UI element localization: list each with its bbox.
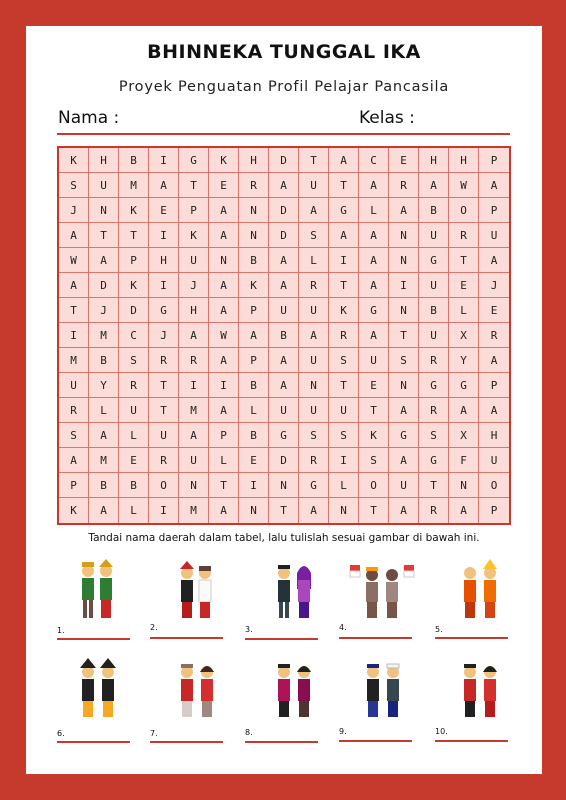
grid-cell[interactable]: U [419,273,449,298]
grid-cell[interactable]: L [329,473,359,498]
grid-cell[interactable]: D [269,198,299,223]
grid-cell[interactable]: A [359,323,389,348]
grid-cell[interactable]: C [359,148,389,173]
grid-cell[interactable]: T [209,473,239,498]
word-search-grid [57,146,511,525]
grid-cell[interactable]: I [59,323,89,348]
grid-cell[interactable]: I [149,148,179,173]
grid-cell[interactable]: I [149,273,179,298]
grid-cell[interactable]: A [359,273,389,298]
grid-cell[interactable]: U [179,448,209,473]
grid-cell[interactable]: A [359,173,389,198]
grid-cell[interactable]: G [269,423,299,448]
grid-cell[interactable]: L [299,248,329,273]
grid-cell[interactable]: R [149,448,179,473]
grid-cell[interactable]: G [449,373,479,398]
grid-cell[interactable]: D [269,148,299,173]
grid-cell[interactable]: R [299,273,329,298]
grid-cell[interactable]: U [389,473,419,498]
grid-cell[interactable]: A [269,348,299,373]
grid-cell[interactable]: I [149,223,179,248]
name-label: Nama : [58,108,120,128]
answer-line-6[interactable] [57,741,130,743]
grid-cell[interactable]: S [59,173,89,198]
grid-cell[interactable]: S [299,423,329,448]
costume-figure-1 [62,559,138,633]
grid-cell[interactable]: N [209,248,239,273]
costume-figure-8 [260,658,336,732]
grid-cell[interactable]: B [239,248,269,273]
grid-cell[interactable]: R [329,323,359,348]
grid-cell[interactable]: E [149,198,179,223]
grid-cell[interactable]: K [209,148,239,173]
grid-cell[interactable]: U [329,398,359,423]
grid-cell[interactable]: A [59,448,89,473]
grid-cell[interactable]: K [119,273,149,298]
grid-cell[interactable]: R [119,373,149,398]
grid-cell[interactable]: S [299,223,329,248]
grid-cell[interactable]: T [449,248,479,273]
grid-cell[interactable]: H [239,148,269,173]
grid-cell[interactable]: N [239,223,269,248]
grid-cell[interactable]: R [479,323,509,348]
grid-cell[interactable]: U [299,348,329,373]
grid-cell[interactable]: A [329,223,359,248]
worksheet-subtitle: Proyek Penguatan Profil Pelajar Pancasila [118,79,450,95]
grid-cell[interactable]: R [149,348,179,373]
grid-cell[interactable]: A [209,273,239,298]
answer-line-9[interactable] [339,740,412,742]
grid-cell[interactable]: A [359,248,389,273]
grid-cell[interactable]: J [89,298,119,323]
grid-cell[interactable]: C [119,323,149,348]
grid-cell[interactable]: K [59,148,89,173]
grid-cell[interactable]: R [389,173,419,198]
grid-cell[interactable]: K [329,298,359,323]
grid-cell[interactable]: S [419,423,449,448]
grid-cell[interactable]: A [209,348,239,373]
grid-cell[interactable]: P [59,473,89,498]
answer-line-5[interactable] [435,637,508,639]
grid-cell[interactable]: A [299,198,329,223]
grid-cell[interactable]: E [479,298,509,323]
grid-cell[interactable]: A [389,398,419,423]
grid-cell[interactable]: B [239,373,269,398]
grid-cell[interactable]: G [299,473,329,498]
grid-cell[interactable]: G [149,298,179,323]
grid-cell[interactable]: O [479,473,509,498]
grid-cell[interactable]: H [479,423,509,448]
grid-cell[interactable]: W [59,248,89,273]
grid-cell[interactable]: S [359,448,389,473]
costume-figure-7 [163,658,239,732]
answer-number-10: 10. [435,727,448,736]
grid-cell[interactable]: A [419,173,449,198]
grid-cell[interactable]: P [209,423,239,448]
grid-cell[interactable]: W [449,173,479,198]
grid-cell[interactable]: B [269,323,299,348]
grid-cell[interactable]: T [419,473,449,498]
answer-number-5: 5. [435,625,443,634]
costume-figure-2 [163,559,239,633]
grid-cell[interactable]: R [419,398,449,423]
grid-cell[interactable]: N [389,248,419,273]
answer-line-7[interactable] [150,741,223,743]
grid-cell[interactable]: E [359,373,389,398]
grid-cell[interactable]: T [269,498,299,523]
grid-cell[interactable]: A [179,323,209,348]
grid-cell[interactable]: P [479,148,509,173]
grid-cell[interactable]: N [389,373,419,398]
grid-cell[interactable]: H [89,148,119,173]
grid-cell[interactable]: P [490,504,498,517]
grid-cell[interactable]: O [149,473,179,498]
grid-cell[interactable]: M [89,448,119,473]
grid-cell[interactable]: U [419,323,449,348]
grid-cell[interactable]: O [449,198,479,223]
grid-cell[interactable]: L [359,198,389,223]
answer-number-1: 1. [57,626,65,635]
grid-cell[interactable]: A [479,173,509,198]
grid-cell[interactable]: E [449,273,479,298]
grid-cell[interactable]: B [419,198,449,223]
grid-cell[interactable]: T [59,298,89,323]
grid-cell[interactable]: T [179,173,209,198]
worksheet-page [26,26,542,774]
grid-cell[interactable]: R [449,223,479,248]
answer-line-1[interactable] [57,638,130,640]
grid-cell[interactable]: J [179,273,209,298]
grid-cell[interactable]: A [479,248,509,273]
grid-cell[interactable]: J [479,273,509,298]
grid-cell[interactable]: H [179,298,209,323]
grid-cell[interactable]: R [299,448,329,473]
grid-cell[interactable]: N [89,198,119,223]
grid-cell[interactable]: Y [449,348,479,373]
grid-cell[interactable]: P [479,198,509,223]
grid-cell[interactable]: A [149,173,179,198]
grid-cell[interactable]: S [119,348,149,373]
costume-figure-6 [62,658,138,732]
grid-cell[interactable]: I [239,473,269,498]
costume-figure-9 [349,658,425,732]
grid-cell[interactable]: U [299,298,329,323]
grid-cell[interactable]: D [269,223,299,248]
grid-cell[interactable]: P [479,373,509,398]
grid-cell[interactable]: U [479,223,509,248]
grid-cell[interactable]: U [419,223,449,248]
grid-cell[interactable]: B [119,148,149,173]
grid-cell[interactable]: D [119,298,149,323]
grid-cell[interactable]: U [479,448,509,473]
grid-cell[interactable]: I [329,248,359,273]
grid-cell[interactable]: A [389,198,419,223]
grid-cell[interactable]: Y [89,373,119,398]
grid-cell[interactable]: A [389,448,419,473]
grid-cell[interactable]: A [179,423,209,448]
grid-cell[interactable]: G [419,373,449,398]
grid-cell[interactable]: A [89,423,119,448]
grid-cell[interactable]: M [59,348,89,373]
answer-line-3[interactable] [245,638,318,640]
answer-number-7: 7. [150,729,158,738]
answer-number-6: 6. [57,729,65,738]
grid-cell[interactable]: A [209,198,239,223]
costume-figure-3 [260,559,336,633]
grid-cell[interactable]: T [359,498,389,523]
grid-cell[interactable]: L [239,398,269,423]
answer-number-8: 8. [245,728,253,737]
grid-cell[interactable]: B [89,348,119,373]
grid-cell[interactable]: R [239,173,269,198]
grid-cell[interactable]: A [209,298,239,323]
grid-cell[interactable]: G [419,448,449,473]
grid-cell[interactable]: S [389,348,419,373]
grid-cell[interactable]: E [389,148,419,173]
kelas-label: Kelas : [359,108,415,128]
answer-number-3: 3. [245,625,253,634]
answer-line-4[interactable] [339,637,412,639]
grid-cell[interactable]: N [389,298,419,323]
grid-cell[interactable]: H [149,248,179,273]
grid-cell[interactable]: D [269,448,299,473]
grid-cell[interactable]: N [239,198,269,223]
answer-number-9: 9. [339,727,347,736]
grid-cell[interactable]: H [449,148,479,173]
grid-cell[interactable]: F [449,448,479,473]
grid-cell[interactable]: X [449,323,479,348]
grid-cell[interactable]: E [209,173,239,198]
grid-cell[interactable]: U [149,423,179,448]
grid-cell[interactable]: T [359,398,389,423]
grid-cell[interactable]: B [119,473,149,498]
grid-cell[interactable]: B [239,423,269,448]
grid-cell[interactable]: G [419,248,449,273]
grid-cell[interactable]: N [239,498,269,523]
grid-cell[interactable]: A [299,323,329,348]
grid-cell[interactable]: R [59,398,89,423]
grid-cell[interactable]: K [239,273,269,298]
grid-cell[interactable]: K [359,423,389,448]
grid-cell[interactable]: A [299,498,329,523]
grid-cell[interactable]: N [179,473,209,498]
grid-cell[interactable]: P [239,298,269,323]
costume-figure-4 [344,559,420,633]
grid-cell[interactable]: T [89,223,119,248]
grid-cell[interactable]: A [269,248,299,273]
grid-cell[interactable]: K [179,223,209,248]
grid-cell[interactable]: U [299,173,329,198]
grid-cell[interactable]: W [209,323,239,348]
grid-cell[interactable]: E [119,448,149,473]
grid-cell[interactable]: L [209,448,239,473]
grid-cell[interactable]: U [269,398,299,423]
costume-figure-5 [446,559,522,633]
grid-cell[interactable]: A [209,498,239,523]
grid-cell[interactable]: E [239,448,269,473]
grid-cell[interactable]: A [59,273,89,298]
grid-cell[interactable]: H [419,148,449,173]
grid-cell[interactable]: A [449,498,479,523]
grid-cell[interactable]: I [179,373,209,398]
grid-cell[interactable]: U [59,373,89,398]
grid-cell[interactable]: A [449,398,479,423]
grid-cell[interactable]: A [359,223,389,248]
grid-cell[interactable]: G [179,148,209,173]
grid-cell[interactable]: J [149,323,179,348]
grid-cell[interactable]: A [479,348,509,373]
grid-cell[interactable]: A [389,498,419,523]
grid-cell[interactable]: R [179,348,209,373]
name-field-line[interactable] [57,133,510,135]
grid-cell[interactable]: N [299,373,329,398]
grid-cell[interactable]: L [449,298,479,323]
grid-cell[interactable]: M [119,173,149,198]
grid-cell[interactable]: A [209,223,239,248]
grid-cell[interactable]: P [239,348,269,373]
grid-cell[interactable]: G [389,423,419,448]
answer-line-8[interactable] [245,741,318,743]
instruction-text: Tandai nama daerah dalam tabel, lalu tulislah sesuai gambar di bawah ini. [88,532,480,544]
grid-cell[interactable]: A [89,498,119,523]
grid-cell[interactable]: T [149,373,179,398]
grid-cell[interactable]: O [359,473,389,498]
grid-cell[interactable]: I [149,498,179,523]
grid-cell[interactable]: A [239,323,269,348]
grid-cell[interactable]: L [119,498,149,523]
grid-cell[interactable]: T [329,273,359,298]
worksheet-title: BHINNEKA TUNGGAL IKA [147,41,421,63]
grid-cell[interactable]: N [389,223,419,248]
grid-cell[interactable]: U [359,348,389,373]
answer-line-10[interactable] [435,740,508,742]
grid-cell[interactable]: L [89,398,119,423]
grid-cell[interactable]: U [269,298,299,323]
grid-cell[interactable]: U [89,173,119,198]
grid-cell[interactable]: A [59,223,89,248]
grid-cell[interactable]: A [269,373,299,398]
grid-cell[interactable]: R [419,348,449,373]
grid-cell[interactable]: G [359,298,389,323]
grid-cell[interactable]: U [179,248,209,273]
grid-cell[interactable]: S [59,423,89,448]
grid-cell[interactable]: I [209,373,239,398]
grid-cell[interactable]: G [329,198,359,223]
grid-cell[interactable]: R [419,498,449,523]
grid-cell[interactable]: K [119,198,149,223]
grid-cell[interactable]: S [329,348,359,373]
grid-cell[interactable]: S [329,423,359,448]
grid-cell[interactable]: L [119,423,149,448]
grid-cell[interactable]: B [89,473,119,498]
grid-cell[interactable]: I [389,273,419,298]
grid-cell[interactable]: M [179,398,209,423]
grid-cell[interactable]: N [269,473,299,498]
grid-cell[interactable]: U [119,398,149,423]
grid-cell[interactable]: A [479,398,509,423]
grid-cell[interactable]: J [59,198,89,223]
grid-cell[interactable]: T [329,373,359,398]
grid-cell[interactable]: U [299,398,329,423]
grid-cell[interactable]: B [419,298,449,323]
answer-number-2: 2. [150,623,158,632]
answer-line-2[interactable] [150,637,223,639]
grid-cell[interactable]: T [149,398,179,423]
grid-cell[interactable]: T [299,148,329,173]
grid-cell[interactable]: P [179,198,209,223]
grid-cell[interactable]: N [329,498,359,523]
grid-cell[interactable]: T [389,323,419,348]
grid-cell[interactable]: T [119,223,149,248]
grid-cell[interactable]: M [89,323,119,348]
grid-cell[interactable]: A [329,148,359,173]
grid-cell[interactable]: A [209,398,239,423]
grid-cell[interactable]: A [89,248,119,273]
grid-cell[interactable]: A [269,173,299,198]
answer-number-4: 4. [339,623,347,632]
grid-cell[interactable]: X [449,423,479,448]
grid-cell[interactable]: N [449,473,479,498]
grid-cell[interactable]: I [329,448,359,473]
grid-cell[interactable]: P [119,248,149,273]
costume-figure-10 [446,658,522,732]
grid-cell[interactable]: A [269,273,299,298]
grid-cell[interactable]: M [179,498,209,523]
grid-cell[interactable]: T [329,173,359,198]
grid-cell[interactable]: D [89,273,119,298]
grid-cell[interactable]: K [59,498,89,523]
